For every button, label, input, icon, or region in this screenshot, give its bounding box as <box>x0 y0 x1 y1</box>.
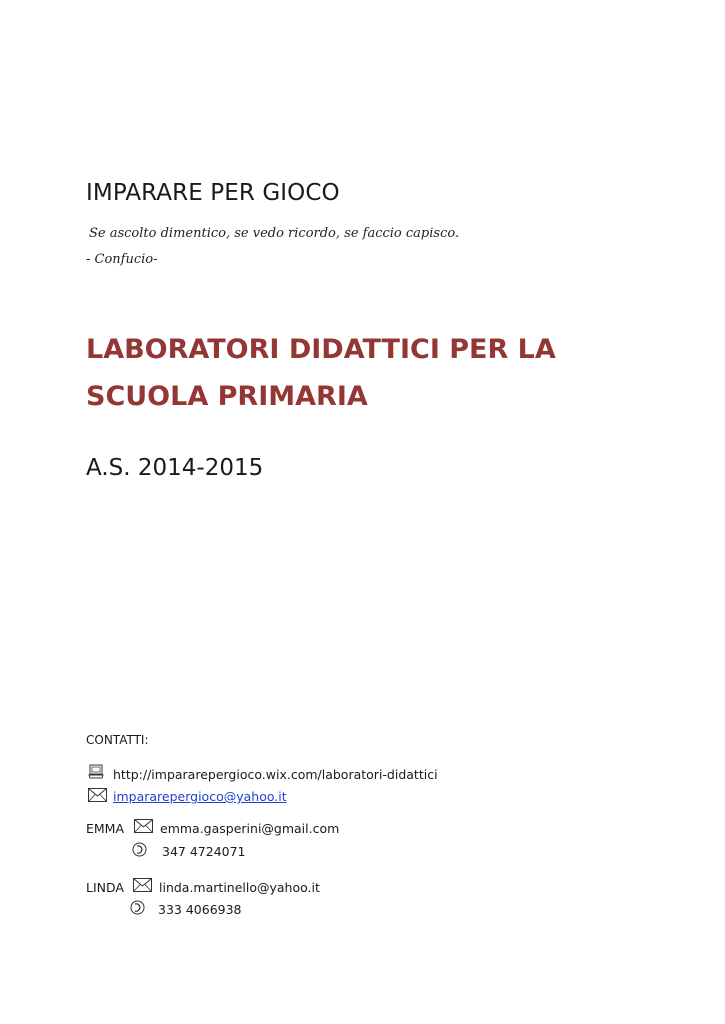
general-email-link[interactable]: impararepergioco@yahoo.it <box>113 789 287 804</box>
telephone-icon <box>130 900 145 915</box>
brand-title: IMPARARE PER GIOCO <box>86 180 340 206</box>
contact-name-linda: LINDA <box>86 880 124 895</box>
envelope-icon <box>88 788 107 802</box>
website-url[interactable]: http://impararepergioco.wix.com/laboratori-didattici <box>113 767 438 782</box>
contacts-label: CONTATTI: <box>86 733 149 747</box>
linda-email[interactable]: linda.martinello@yahoo.it <box>159 880 320 895</box>
computer-icon <box>88 764 104 779</box>
school-year: A.S. 2014-2015 <box>86 455 264 481</box>
title-line-1: LABORATORI DIDATTICI PER LA <box>86 334 556 365</box>
telephone-icon <box>132 842 147 857</box>
envelope-icon <box>134 819 153 833</box>
document-title <box>86 326 556 420</box>
contact-name-emma: EMMA <box>86 821 125 836</box>
title-line-2: SCUOLA PRIMARIA <box>86 381 368 412</box>
quote: Se ascolto dimentico, se vedo ricordo, se faccio capisco. <box>89 226 460 241</box>
envelope-icon <box>133 878 152 892</box>
linda-phone[interactable]: 333 4066938 <box>158 902 242 917</box>
quote-author: - Confucio- <box>86 252 158 267</box>
emma-email[interactable]: emma.gasperini@gmail.com <box>160 821 340 836</box>
emma-phone[interactable]: 347 4724071 <box>162 844 246 859</box>
